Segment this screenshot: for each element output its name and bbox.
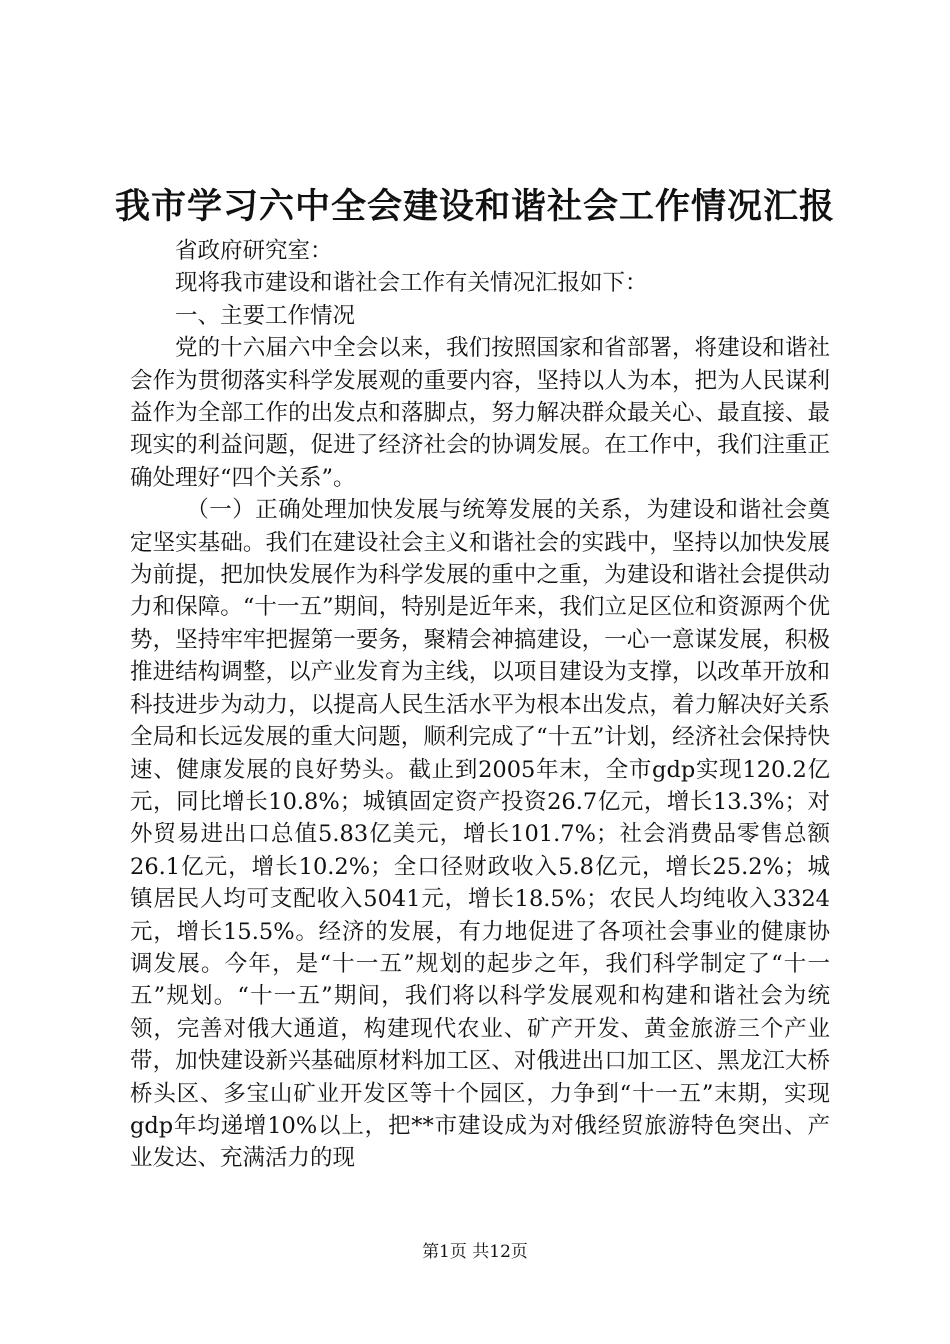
body-paragraph: （一）正确处理加快发展与统筹发展的关系，为建设和谐社会奠定坚实基础。我们在建设社会主义和谐社会的实践中，坚持以加快发展为前提，把加快发展作为科学发展的重中之重，为建设和谐社会提供动力和保障。“十一五”期间，特别是近年来，我们立足区位和资源两个优势，坚持牢牢把握第一要务，聚精会神搞建设，一心一意谋发展，积极推进结构调整，以产业发育为主线，以项目建设为支撑，以改革开放和科技进步为动力，以提高人民生活水平为根本出发点，着力解决好关系全局和长远发展的重大问题，顺利完成了“十五”计划，经济社会保持快速、健康发展的良好势头。截止到2005年末，全市gdp实现120.2亿元，同比增长10.8%；城镇固定资产投资26.7亿元，增长13.3%；对外贸易进出口总值5.83亿美元，增长101.7%；社会消费品零售总额26.1亿元，增长10.2%；全口径财政收入5.8亿元，增长25.2%；城镇居民人均可支配收入5041元，增长18.5%；农民人均纯收入3324元，增长15.5%。经济的发展，有力地促进了各项社会事业的健康协调发展。今年，是“十一五”规划的起步之年，我们科学制定了“十一五”规划。“十一五”期间，我们将以科学发展观和构建和谐社会为统领，完善对俄大通道，构建现代农业、矿产开发、黄金旅游三个产业带，加快建设新兴基础原材料加工区、对俄进出口加工区、黑龙江大桥桥头区、多宝山矿业开发区等十个园区，力争到“十一五”末期，实现gdp年均递增10%以上，把**市建设成为对俄经贸旅游特色突出、产业发达、充满活力的现 xyxy=(130,497,830,1172)
document-body xyxy=(130,235,830,1175)
salutation: 省政府研究室： xyxy=(175,238,333,264)
page-footer: 第1页 共12页 xyxy=(422,1242,528,1262)
document-title: 我市学习六中全会建设和谐社会工作情况汇报 xyxy=(114,186,835,227)
intro-paragraph: 现将我市建设和谐社会工作有关情况汇报如下： xyxy=(175,270,648,297)
section-heading: 一、主要工作情况 xyxy=(175,302,356,329)
body-paragraph: 党的十六届六中全会以来，我们按照国家和省部署，将建设和谐社会作为贯彻落实科学发展观的重要内容，坚持以人为本，把为人民谋利益作为全部工作的出发点和落脚点，努力解决群众最关心、最直接、最现实的利益问题，促进了经济社会的协调发展。在工作中，我们注重正确处理好“四个关系”。 xyxy=(130,335,830,491)
